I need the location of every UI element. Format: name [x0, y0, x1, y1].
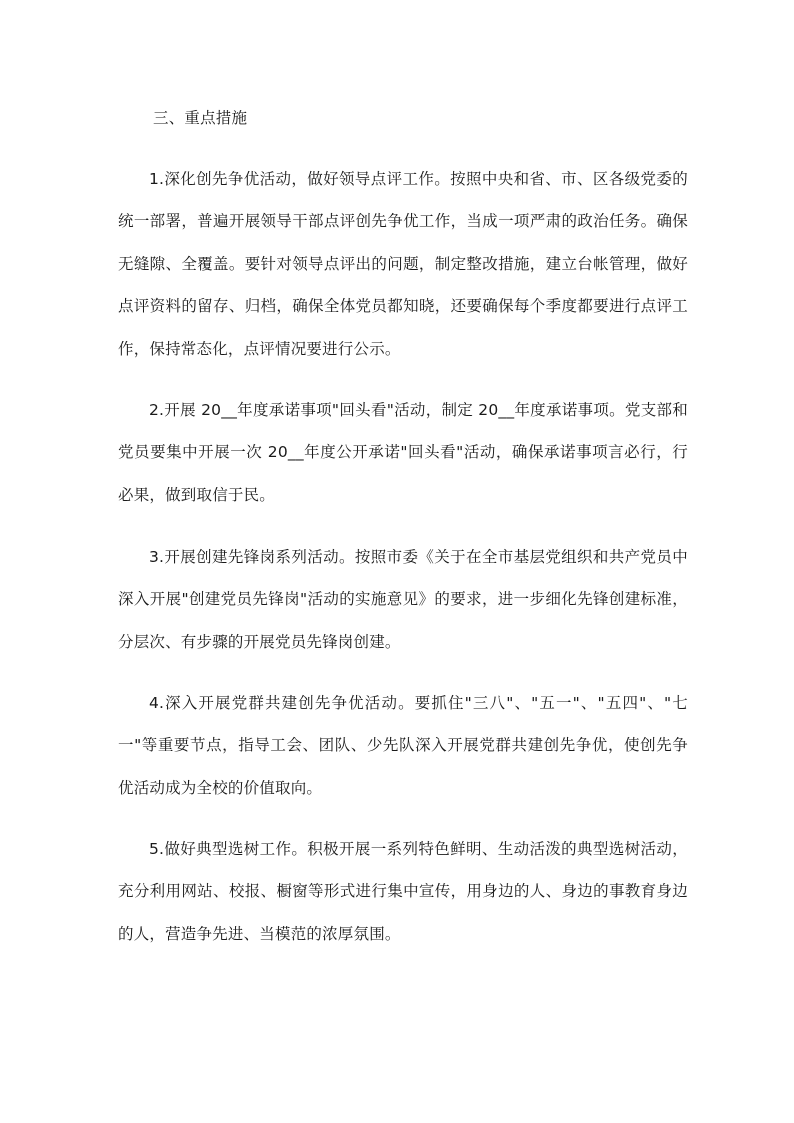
- section-heading: 三、重点措施: [153, 109, 248, 127]
- paragraph-1: 1.深化创先争优活动，做好领导点评工作。按照中央和省、市、区各级党委的统一部署，普遍开展领导干部点评创先争优工作，当成一项严肃的政治任务。确保无缝隙、全覆盖。要针对领导点评出的问题，制定整改措施，建立台帐管理，做好点评资料的留存、归档，确保全体党员都知晓，还要确保每个季度都要进行点评工作，保持常态化，点评情况要进行公示。: [118, 170, 688, 358]
- paragraph-3: 3.开展创建先锋岗系列活动。按照市委《关于在全市基层党组织和共产党员中深入开展"创建党员先锋岗"活动的实施意见》的要求，进一步细化先锋创建标准，分层次、有步骤的开展党员先锋岗创建。: [118, 548, 688, 651]
- paragraph-5: 5.做好典型选树工作。积极开展一系列特色鲜明、生动活泼的典型选树活动，充分利用网站、校报、橱窗等形式进行集中宣传，用身边的人、身边的事教育身边的人，营造争先进、当模范的浓厚氛围。: [118, 840, 688, 943]
- paragraph-4: 4.深入开展党群共建创先争优活动。要抓住"三八"、"五一"、"五四"、"七一"等重要节点，指导工会、团队、少先队深入开展党群共建创先争优，使创先争优活动成为全校的价值取向。: [118, 694, 688, 797]
- paragraph-2: 2.开展 20__年度承诺事项"回头看"活动，制定 20__年度承诺事项。党支部和党员要集中开展一次 20__年度公开承诺"回头看"活动，确保承诺事项言必行，行必果，做到取信于民。: [118, 401, 688, 504]
